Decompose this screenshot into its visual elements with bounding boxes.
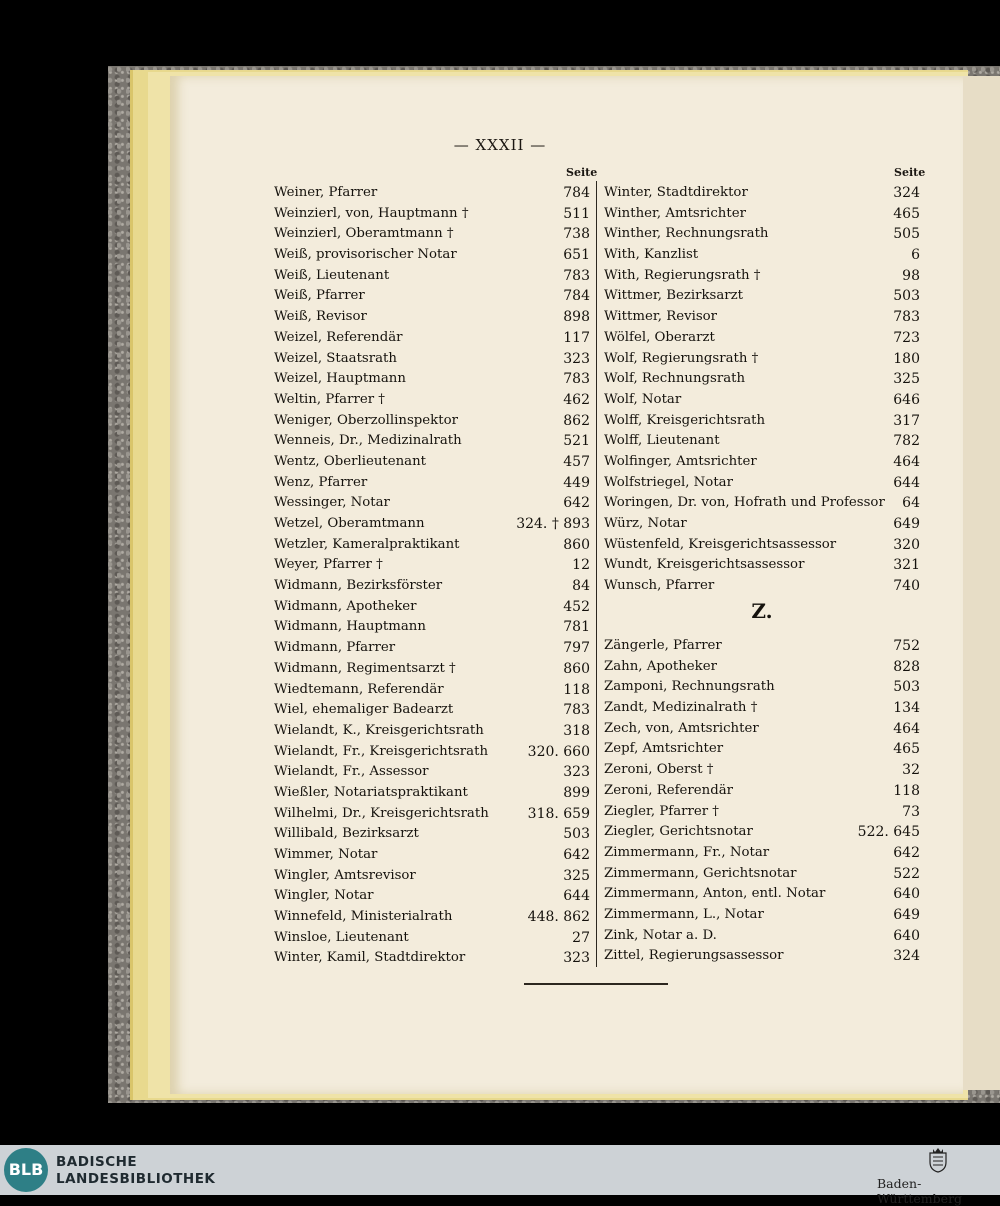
entry-name: Winsloe, Lieutenant [274,929,409,945]
entry-page: 651 [563,247,590,264]
entry-name: Woringen, Dr. von, Hofrath und Professor [604,495,885,511]
entry-name: Wilhelmi, Dr., Kreisgerichtsrath [274,805,489,821]
entry-page: 318 [563,722,590,739]
entry-page: 898 [563,309,590,326]
index-entry [274,638,590,659]
facing-page-edge [960,76,1000,1090]
index-entry [604,286,920,307]
entry-page: 642 [563,495,590,512]
entry-name: Zeroni, Referendär [604,782,733,798]
entry-page: 860 [563,660,590,677]
entry-name: Ziegler, Pfarrer † [604,803,719,819]
index-entry [274,804,590,825]
index-entry [274,266,590,287]
entry-name: Wetzel, Oberamtmann [274,516,425,531]
entry-name: Winter, Kamil, Stadtdirektor [274,950,466,966]
index-entry [604,781,920,802]
index-entry [604,473,920,494]
entry-page: 323 [563,350,590,367]
entry-name: Widmann, Pfarrer [274,640,396,656]
index-entry [604,411,920,432]
entry-page: 318. 659 [527,805,590,822]
index-entry [274,948,590,969]
entry-name: Wielandt, Fr., Assessor [274,764,429,780]
entry-page: 180 [893,350,920,367]
entry-name: Zimmermann, L., Notar [604,906,764,922]
entry-name: Zimmermann, Anton, entl. Notar [604,886,826,902]
entry-page: 98 [902,267,920,284]
entry-page: 642 [563,847,590,863]
index-entry [604,822,920,843]
entry-page: 320. 660 [527,743,590,760]
index-entry [604,390,920,411]
entry-page: 32 [902,762,920,779]
entry-name: Wolf, Notar [604,391,682,407]
entry-page: 64 [902,495,920,512]
index-entry [604,204,920,225]
entry-name: Weiner, Pfarrer [274,185,378,200]
entry-name: Wielandt, Fr., Kreisgerichtsrath [274,743,489,759]
entry-name: Wolff, Kreisgerichtsrath [604,412,766,428]
index-entry [274,866,590,887]
index-entry [274,307,590,328]
entry-page: 449 [563,474,590,491]
index-entry [274,907,590,928]
entry-page: 649 [893,906,920,923]
entry-page: 862 [563,412,590,429]
seite-label-left: Seite [566,166,598,179]
entry-page: 118 [563,681,590,698]
entry-name: Zimmermann, Fr., Notar [604,844,770,860]
index-entry [604,946,920,967]
entry-page: 320 [893,536,920,553]
index-entry [274,431,590,452]
index-entry [604,328,920,349]
index-entry [274,349,590,370]
page-header: — XXXII — [453,136,547,154]
entry-page: 464 [893,453,920,470]
entry-name: Willibald, Bezirksarzt [274,826,419,842]
entry-page: 899 [563,784,590,801]
entry-name: Weinzierl, Oberamtmann † [274,226,454,242]
entry-name: Wießler, Notariatspraktikant [274,784,468,800]
entry-page: 521 [563,433,590,450]
entry-page: 503 [563,826,590,843]
entry-name: Weizel, Referendär [274,329,403,345]
entry-name: Wenz, Pfarrer [274,474,368,490]
index-entry [604,802,920,823]
entry-name: Wittmer, Bezirksarzt [604,288,743,304]
entry-page: 324 [893,185,920,201]
entry-name: Weiß, Revisor [274,309,367,325]
entry-page: 522. 645 [857,824,920,841]
index-entry [604,926,920,947]
entry-page: 640 [893,886,920,903]
entry-page: 642 [893,844,920,861]
entry-name: Widmann, Apotheker [274,598,417,614]
entry-page: 465 [893,741,920,758]
index-entry [604,369,920,390]
index-entry [274,680,590,701]
index-entry [274,411,590,432]
index-entry [274,721,590,742]
entry-page: 452 [563,598,590,615]
index-entry [274,473,590,494]
entry-name: Winnefeld, Ministerialrath [274,909,453,925]
entry-name: Weiß, provisorischer Notar [274,247,457,263]
index-entry [604,266,920,287]
entry-name: Würz, Notar [604,516,687,531]
entry-name: Winter, Stadtdirektor [604,185,748,200]
index-entry [274,286,590,307]
index-entry [604,535,920,556]
entry-page: 522 [893,865,920,882]
state-name[interactable]: Baden-Württemberg [877,1176,963,1206]
entry-name: Zittel, Regierungsassessor [604,948,784,964]
index-entry [274,493,590,514]
index-entry [604,843,920,864]
index-entry [274,597,590,618]
index-entry [604,905,920,926]
index-entry [604,719,920,740]
entry-name: Wüstenfeld, Kreisgerichtsassessor [604,536,837,552]
entry-page: 644 [563,888,590,905]
index-entry [274,576,590,597]
index-entry [604,493,920,514]
entry-page: 738 [563,226,590,243]
index-entry [604,864,920,885]
entry-name: Wingler, Amtsrevisor [274,867,416,883]
index-entry [274,535,590,556]
index-entry [274,783,590,804]
index-entry [274,659,590,680]
entry-name: Wunsch, Pfarrer [604,578,715,594]
entry-name: Wolfinger, Amtsrichter [604,453,757,469]
entry-page: 324 [893,948,920,965]
entry-name: Winther, Rechnungsrath [604,226,769,242]
entry-name: With, Regierungsrath † [604,267,761,283]
entry-page: 465 [893,205,920,222]
index-entry [274,245,590,266]
index-entry [604,349,920,370]
entry-page: 784 [563,288,590,305]
entry-name: Zahn, Apotheker [604,658,717,674]
entry-page: 134 [893,700,920,717]
entry-name: Weltin, Pfarrer † [274,391,385,407]
entry-page: 321 [893,557,920,574]
entry-name: Widmann, Hauptmann [274,619,426,635]
index-column-left [274,183,590,969]
entry-page: 781 [563,619,590,636]
index-entry [274,700,590,721]
index-entry [604,760,920,781]
entry-name: Zech, von, Amtsrichter [604,720,759,736]
index-entry [604,224,920,245]
entry-name: Wittmer, Revisor [604,309,718,325]
entry-page: 462 [563,391,590,408]
entry-name: Wundt, Kreisgerichtsassessor [604,557,805,573]
library-name-line1[interactable]: BADISCHE [56,1154,138,1170]
entry-page: 797 [563,640,590,657]
index-entry [604,884,920,905]
entry-name: Weizel, Staatsrath [274,350,397,366]
index-entry [274,617,590,638]
index-entry [274,928,590,949]
entry-page: 503 [893,679,920,696]
entry-name: Wiedtemann, Referendär [274,681,444,697]
entry-name: Wölfel, Oberarzt [604,329,715,345]
entry-name: Wingler, Notar [274,888,374,904]
entry-page: 644 [893,474,920,491]
entry-page: 783 [893,309,920,326]
section-letter-z: Z. [751,599,773,623]
entry-name: Wolf, Regierungsrath † [604,350,759,366]
entry-page: 503 [893,288,920,305]
index-entry [274,555,590,576]
entry-name: Wolff, Lieutenant [604,433,720,449]
column-divider [596,181,597,967]
entry-name: Wentz, Oberlieutenant [274,453,427,469]
entry-page: 317 [893,412,920,429]
entry-page: 118 [893,782,920,799]
entry-page: 646 [893,391,920,408]
entry-page: 752 [893,638,920,654]
entry-name: Weniger, Oberzollinspektor [274,412,458,428]
entry-page: 505 [893,226,920,243]
index-column-right-z [604,636,920,967]
entry-page: 325 [563,867,590,884]
entry-page: 828 [893,658,920,675]
entry-name: Wolfstriegel, Notar [604,474,733,490]
library-name-line2[interactable]: LANDESBIBLIOTHEK [56,1171,216,1187]
entry-page: 73 [902,803,920,820]
entry-name: Weiß, Lieutenant [274,267,390,283]
index-entry [274,845,590,866]
entry-page: 117 [563,329,590,346]
entry-name: Wolf, Rechnungsrath [604,371,746,387]
entry-name: Zink, Notar a. D. [604,927,717,943]
index-entry [274,824,590,845]
index-entry [274,224,590,245]
entry-page: 6 [911,247,920,264]
entry-name: Wenneis, Dr., Medizinalrath [274,433,462,449]
index-entry [274,328,590,349]
index-entry [604,555,920,576]
entry-page: 511 [563,205,590,222]
footer-bar [0,1145,1000,1195]
entry-page: 783 [563,702,590,719]
entry-name: Zandt, Medizinalrath † [604,700,758,716]
entry-page: 723 [893,329,920,346]
index-column-right [604,183,920,597]
index-entry [274,452,590,473]
entry-name: Weiß, Pfarrer [274,288,365,304]
blb-logo[interactable]: BLB [4,1148,48,1192]
entry-page: 324. † 893 [516,516,590,532]
index-entry [274,183,590,204]
entry-name: Wielandt, K., Kreisgerichtsrath [274,722,484,738]
entry-name: Widmann, Regimentsarzt † [274,660,456,676]
entry-page: 325 [893,371,920,388]
entry-page: 740 [893,578,920,595]
index-entry [604,452,920,473]
entry-page: 12 [572,557,590,574]
entry-page: 649 [893,516,920,532]
entry-name: Wimmer, Notar [274,847,378,862]
index-entry [604,576,920,597]
entry-name: Zimmermann, Gerichtsnotar [604,865,797,881]
entry-page: 457 [563,453,590,470]
index-entry [274,369,590,390]
entry-page: 323 [563,950,590,967]
coat-of-arms-icon [928,1147,948,1173]
entry-name: Zamponi, Rechnungsrath [604,679,775,695]
seite-label-right: Seite [894,166,926,179]
index-entry [604,657,920,678]
entry-page: 27 [572,929,590,946]
entry-name: Zepf, Amtsrichter [604,741,724,757]
entry-name: Winther, Amtsrichter [604,205,746,221]
index-entry [604,245,920,266]
entry-name: Wiel, ehemaliger Badearzt [274,702,454,718]
entry-page: 464 [893,720,920,737]
index-entry [604,739,920,760]
index-entry [604,698,920,719]
index-entry [274,886,590,907]
entry-name: Zängerle, Pfarrer [604,638,722,653]
index-entry [274,742,590,763]
index-entry [274,514,590,535]
entry-page: 860 [563,536,590,553]
index-entry [604,431,920,452]
entry-name: Wetzler, Kameralpraktikant [274,536,460,552]
entry-name: Weyer, Pfarrer † [274,557,383,573]
entry-page: 784 [563,185,590,201]
entry-page: 783 [563,371,590,388]
entry-name: Ziegler, Gerichtsnotar [604,824,753,840]
index-entry [604,307,920,328]
index-entry [604,183,920,204]
index-entry [274,204,590,225]
entry-name: Widmann, Bezirksförster [274,578,443,594]
entry-page: 640 [893,927,920,944]
entry-page: 448. 862 [527,909,590,926]
entry-page: 84 [572,578,590,595]
index-entry [274,390,590,411]
entry-name: Zeroni, Oberst † [604,762,714,778]
index-entry [274,762,590,783]
entry-page: 782 [893,433,920,450]
entry-page: 783 [563,267,590,284]
entry-name: With, Kanzlist [604,247,699,263]
end-rule [524,983,668,985]
entry-name: Weizel, Hauptmann [274,371,406,387]
entry-page: 323 [563,764,590,781]
index-entry [604,677,920,698]
index-entry [604,514,920,535]
entry-name: Wessinger, Notar [274,495,390,511]
entry-name: Weinzierl, von, Hauptmann † [274,205,469,221]
index-entry [604,636,920,657]
